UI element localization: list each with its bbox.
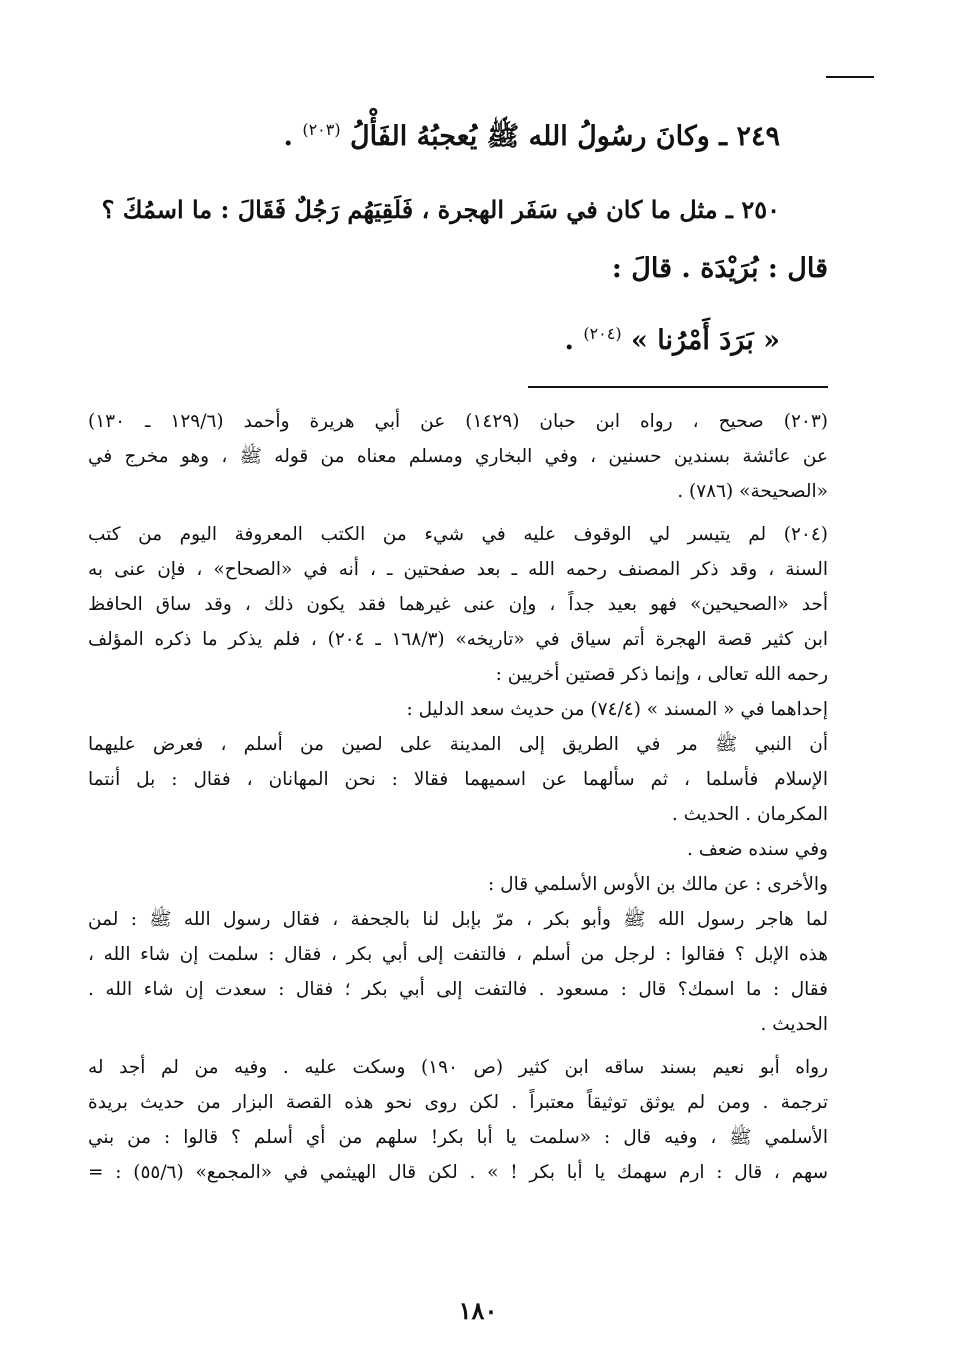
footnote-204-line: المكرمان . الحديث . [671,804,828,825]
footnote-203-line: (٢٠٣) صحيح ، رواه ابن حبان (١٤٢٩) عن أبي هريرة وأحمد (١٢٩/٦ ـ ١٣٠) [88,411,828,432]
hadith-249 [284,120,781,153]
footnote-204-line: وفي سنده ضعف . [687,839,828,860]
footnote-204-line: رحمه الله تعالى ، وإنما ذكر قصتين أخريين : [495,664,828,685]
hadith-250-line-1 [102,196,780,225]
footnote-203-line: عن عائشة بسندين حسنين ، وفي البخاري ومسلم معناه من قوله ﷺ ، وهو مخرج في [88,446,828,467]
footnote-204-line: أن النبي ﷺ مر في الطريق إلى المدينة على لصين من أسلم ، فعرض عليهما [88,734,828,755]
hadith-249-end: . [283,121,293,152]
footnote-204-line: فقال : ما اسمك؟ قال : مسعود . فالتفت إلى أبي بكر ؛ فقال : سعدت إن شاء الله . [88,979,828,1000]
hadith-249-number: ٢٤٩ [736,121,780,152]
hadith-250-text-2: قال : بُرَيْدَة . قالَ : [611,253,828,284]
footnote-204-line: لما هاجر رسول الله ﷺ وأبو بكر ، مرّ بإبل لنا بالجحفة ، فقال رسول الله ﷺ : لمن [88,909,828,930]
footnote-204-line: (٢٠٤) لم يتيسر لي الوقوف عليه في شيء من الكتب المعروفة اليوم من كتب [88,524,828,545]
footnote-204-line: سهم ، قال : ارم سهمك يا أبا بكر ! » . لكن قال الهيثمي في «المجمع» (٥٥/٦) : = [88,1162,828,1183]
footnote-204-line: السنة ، وقد ذكر المصنف رحمه الله ـ بعد صفحتين ـ ، أنه في «الصحاح» ، فإن عنى به [88,559,828,580]
hadith-250-text-3: « بَرَدَ أَمْرُنا » [631,325,780,356]
footnote-204-line: الأسلمي ﷺ ، وفيه قال : «سلمت يا أبا بكر! سلهم من أي أسلم ؟ قالوا : من بني [88,1127,828,1148]
footnote-204-line: ترجمة . ومن لم يوثق توثيقاً معتبراً . لكن روى نحو هذه القصة البزار من حديث بريدة [88,1092,828,1113]
footnote-204-line: رواه أبو نعيم بسند ساقه ابن كثير (ص ١٩٠) وسكت عليه . وفيه من لم أجد له [88,1057,828,1078]
hadith-250-line-2 [612,253,828,285]
page-number: ١٨٠ [458,1296,498,1325]
hadith-250-end: . [564,325,574,356]
hadith-249-ref: (٢٠٣) [302,120,341,139]
footnote-204-line: الحديث . [760,1014,828,1035]
footnote-204-line: الإسلام فأسلما ، ثم سألهما عن اسميهما فقالا : نحن المهانان ، فقال : بل أنتما [88,769,828,790]
footnote-204-line: إحداهما في « المسند » (٧٤/٤) من حديث سعد الدليل : [406,699,828,720]
hadith-250-text-1: ـ مثل ما كان في سَفَر الهجرة ، فَلَقِيَهُم رَجُلٌ فَقَالَ : ما اسمُكَ ؟ [101,195,733,224]
footnote-204-line: هذه الإبل ؟ فقالوا : لرجل من أسلم ، فالتفت إلى أبي بكر ، فقال : سلمت إن شاء الله ، [88,944,828,965]
hadith-249-text: ـ وكانَ رسُولُ الله ﷺ يُعجبُهُ الفَأْلُ [350,121,728,152]
hadith-250-number: ٢٥٠ [741,195,780,224]
footnote-204-line: أحد «الصحيحين» فهو بعيد جداً ، وإن عنى غيرهما فقد يكون ذلك ، وقد ساق الحافظ [88,594,828,615]
footnote-204-line: ابن كثير قصة الهجرة أتم سياق في «تاريخه» (١٦٨/٣ ـ ٢٠٤) ، فلم يذكر ما ذكره المؤلف [88,629,828,650]
hadith-250-line-3 [565,324,781,357]
hadith-250-ref: (٢٠٤) [583,324,622,343]
footnote-separator [528,386,828,388]
footnote-204-line: والأخرى : عن مالك بن الأوس الأسلمي قال : [488,874,828,895]
header-rule [826,76,874,78]
footnote-203-line: «الصحيحة» (٧٨٦) . [677,481,828,502]
